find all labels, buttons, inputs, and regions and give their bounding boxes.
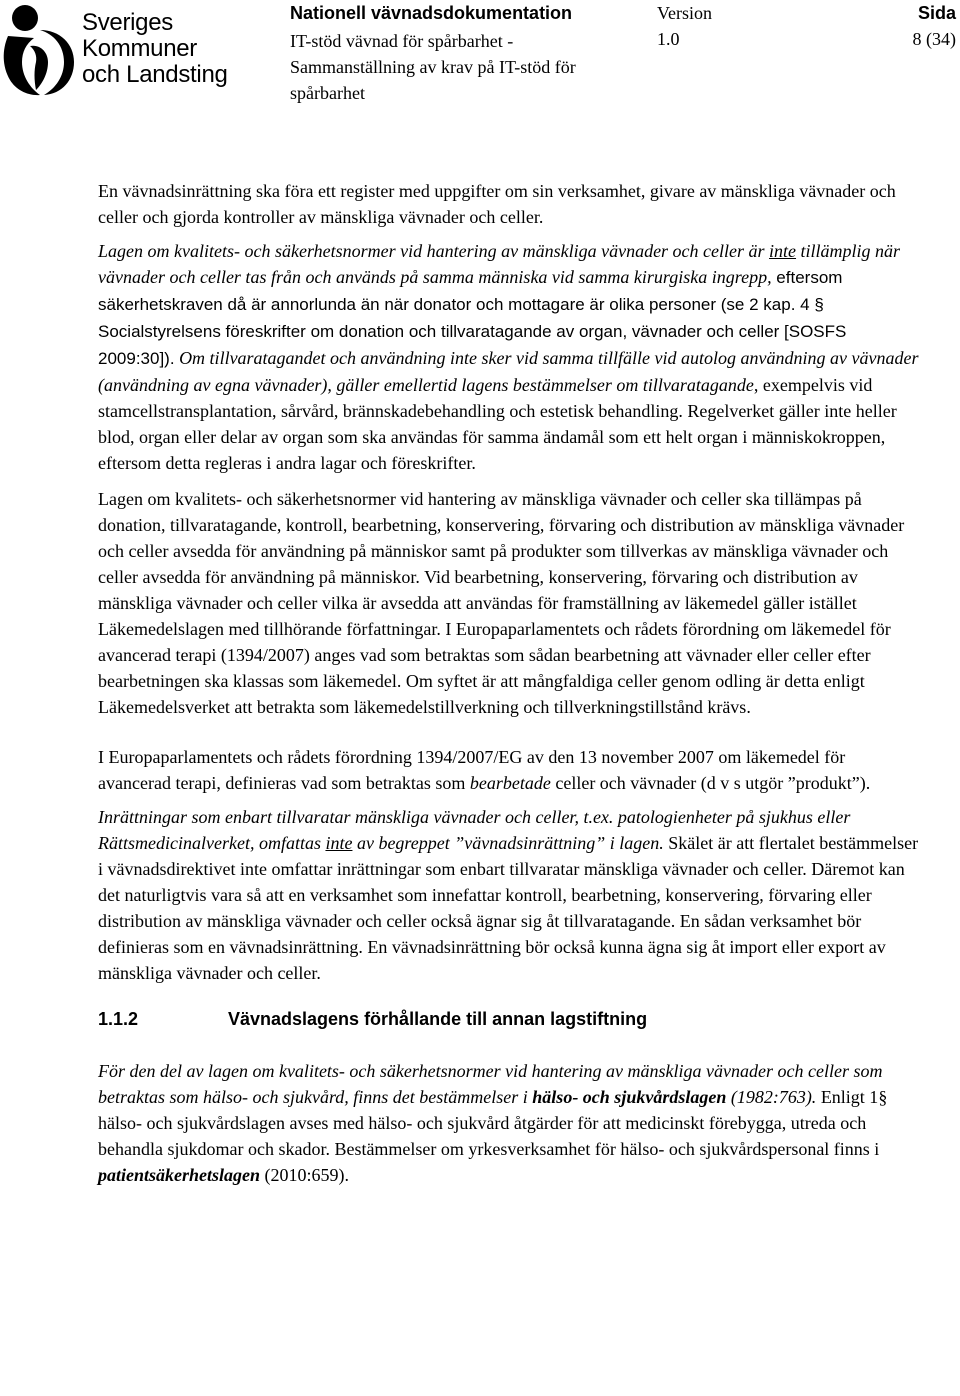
sans-text: eftersom säkerhetskraven då är annorlunda än när donator och mottagare är olika personer (se 2 kap. 4 [98, 268, 843, 314]
page-header [0, 0, 960, 110]
italic-text: För den del av lagen om kvalitets- och säkerhetsnormer vid hantering av mänskliga vävnader och celler som betraktas som hälso- och sjukvård, finns det bestämmelser i [98, 1061, 883, 1107]
skl-logo-icon [0, 0, 80, 100]
bold-italic-text: hälso- och sjukvårdslagen [532, 1087, 727, 1107]
underlined-text: inte [769, 241, 797, 261]
body-text: I Europaparlamentets och rådets förordning 1394/2007/EG av den 13 november 2007 om läkemedel för avancerad terapi, definieras vad som betraktas som [98, 747, 846, 793]
paragraph-scope-exceptions [98, 238, 920, 476]
page-number: 8 (34) [912, 29, 956, 49]
logo-line: Sveriges [82, 9, 173, 36]
version-label: Version [657, 3, 712, 23]
document-series-title: Nationell vävnadsdokumentation [290, 3, 573, 23]
document-subtitle: IT-stöd vävnad för spårbarhet - Sammanställning av krav på IT-stöd för spårbarhet [290, 31, 576, 103]
paragraph-register: En vävnadsinrättning ska föra ett register med uppgifter om sin verksamhet, givare av mänskliga vävnader och celler och gjorda kontroller av mänskliga vävnader och celler. [98, 181, 896, 227]
document-body [98, 178, 920, 1198]
italic-text: Om tillvaratagandet och användning inte sker vid samma tillfälle vid autolog användning av vävnader (användning av egna vävnader), gäller emellertid lagens bestämmelser om tillvaratagande [98, 348, 919, 395]
italic-text: Inrättningar som enbart tillvaratar mänskliga vävnader och celler, t.ex. patologienheter på sjukhus eller Rättsmedicinalverket, omfattas [98, 807, 851, 853]
logo [0, 0, 240, 100]
section-title: Vävnadslagens förhållande till annan lagstiftning [228, 1009, 648, 1029]
italic-text: (1982:763). [726, 1087, 817, 1107]
italic-text: Lagen om kvalitets- och säkerhetsnormer vid hantering av mänskliga vävnader och celler är [98, 241, 770, 261]
body-text: Enligt 1 [816, 1087, 879, 1107]
italic-text: tillämplig när vävnader och celler tas från och används på samma människa vid samma kirurgiska ingrepp, [98, 241, 901, 287]
bold-italic-text: patientsäkerhetslagen [98, 1165, 261, 1185]
paragraph-atmp-regulation [98, 744, 920, 796]
logo-text [82, 10, 228, 88]
section-number: 1.1.2 [98, 1009, 139, 1029]
body-text: hälso- och sjukvårdslagen avses med hälso- och sjukvård åtgärder för att medicinskt förebygga, utreda och behandla sjukdomar och skador. Bestämmelser om yrkesverksamhet för hälso- och sjukvårdspersonal finns i [98, 1113, 880, 1159]
section-sign: § [814, 295, 824, 314]
sans-text: Socialstyrelsens föreskrifter om donation och tillvaratagande av organ, vävnader och celler [SOSFS 2009:30]). [98, 322, 847, 368]
page-label: Sida [917, 3, 956, 23]
paragraph-other-legislation [98, 1058, 920, 1188]
body-text: celler och vävnader (d v s utgör ”produkt”). [550, 773, 871, 793]
section-sign: § [878, 1087, 888, 1107]
version-value: 1.0 [657, 29, 680, 49]
logo-line: och Landsting [82, 61, 228, 88]
italic-text: bearbetade [469, 773, 551, 793]
body-text: (2010:659). [260, 1165, 350, 1185]
underlined-text: inte [325, 833, 353, 853]
paragraph-scope-application: Lagen om kvalitets- och säkerhetsnormer vid hantering av mänskliga vävnader och celler ska tillämpas på donation, tillvaratagande, kontroll, bearbetning, konservering, förvaring och distribution av mänskliga vävnader och celler avsedda för användning på människor samt på produkter som tillverkas av mänskliga vävnader och celler avsedda för användning på människor. Vid bearbetning, konservering, förvaring och distribution av mänskliga vävnader och celler vilka är avsedda att användas för framställning av läkemedel gäller istället Läkemedelslagen med tillhörande författningar. I Europaparlamentets och rådets förordning om läkemedel för avancerad terapi (1394/2007) anges vad som betraktas som sådan bearbetning att vävnader eller celler efter bearbetningen ska klassas som läkemedel. Om syftet är att mångfaldiga celler genom odling är detta enligt Läkemedelsverket att betrakta som läkemedelstillverkning och tillverkningstillstånd krävs. [98, 489, 905, 717]
italic-text: av begreppet ”vävnadsinrättning” i lagen. [352, 833, 664, 853]
body-text: , exempelvis vid stamcellstransplantation, sårvård, brännskadebehandling och estetisk behandling. Regelverket gäller inte heller blod, organ eller delar av organ som ska användas för samma ändamål som ett helt organ i människokroppen, eftersom detta regleras i andra lagar och föreskrifter. [98, 375, 897, 473]
section-heading [98, 1006, 920, 1032]
logo-line: Kommuner [82, 35, 197, 62]
body-text: Skälet är att flertalet bestämmelser i vävnadsdirektivet inte omfattar inrättningar som enbart tillvaratar mänskliga vävnader och celler. Däremot kan det naturligtvis vara så att en verksamhet som innefattar kontroll, bearbetning, konservering, förvaring eller distribution av mänskliga vävnader och celler också ägnar sig åt tillvaratagande. En sådan verksamhet bör definieras som en vävnadsinrättning. En vävnadsinrättning bör också kunna ägna sig åt import eller export av mänskliga vävnader och celler. [98, 833, 919, 983]
paragraph-institutions [98, 804, 920, 986]
